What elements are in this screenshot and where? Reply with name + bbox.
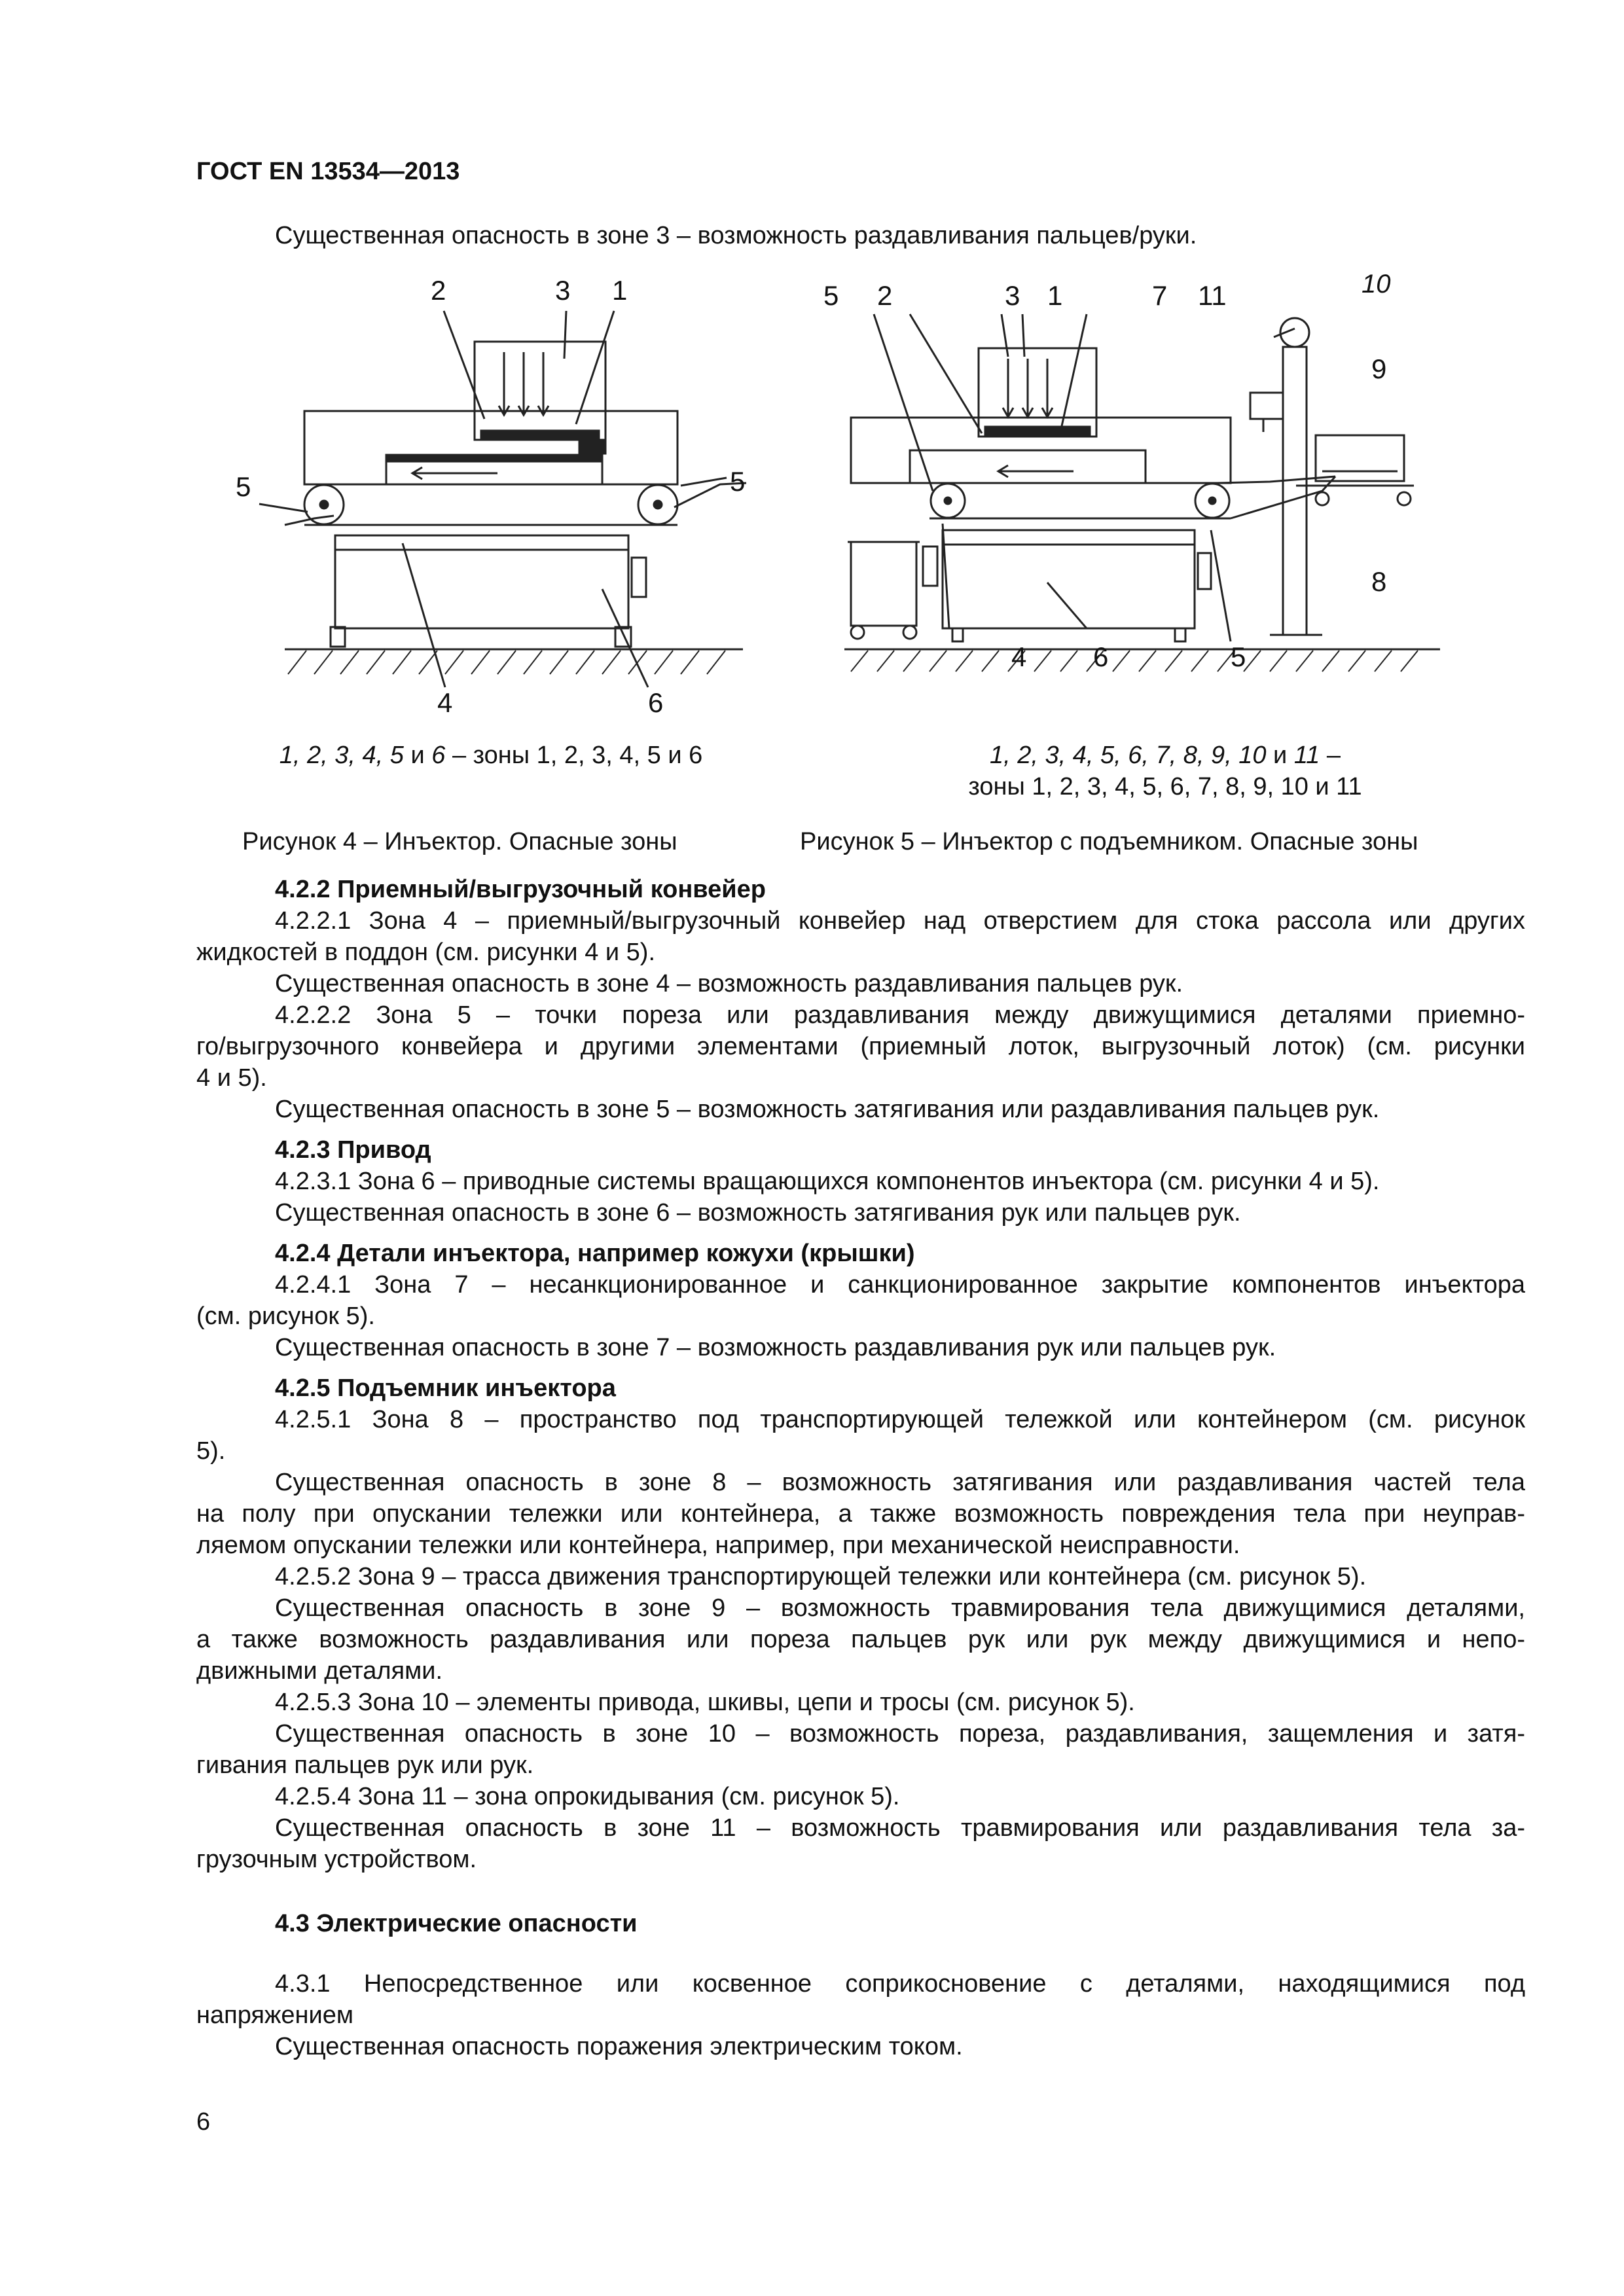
heading-4-2-4: 4.2.4 Детали инъектора, например кожухи (крышки) (275, 1240, 915, 1267)
fig4-callout-5-left: 5 (236, 471, 251, 502)
para-4-2-3-1-risk: Существенная опасность в зоне 6 – возможность затягивания рук или пальцев рук. (275, 1199, 1241, 1227)
heading-4-2-2: 4.2.2 Приемный/выгрузочный конвейер (275, 876, 766, 903)
fig5-legend-italic2: 11 (1293, 742, 1320, 769)
heading-4-2-3: 4.2.3 Привод (275, 1136, 431, 1164)
figure-4-title: Рисунок 4 – Инъектор. Опасные зоны (242, 828, 677, 855)
fig5-callout-9: 9 (1371, 353, 1387, 384)
para-4-3-1-line1: 4.3.1 Непосредственное или косвенное соприкосновение с деталями, находящимися под (275, 1970, 1525, 1998)
figure-4-drawing (223, 275, 759, 733)
heading-4-3: 4.3 Электрические опасности (275, 1910, 638, 1937)
para-4-2-5-3-risk-line1: Существенная опасность в зоне 10 – возможность пореза, раздавливания, защемления и затя- (275, 1720, 1525, 1748)
para-4-2-5-4-risk-line2: грузочным устройством. (196, 1846, 477, 1873)
para-4-2-3-1: 4.2.3.1 Зона 6 – приводные системы вращающихся компонентов инъектора (см. рисунки 4 и 5). (275, 1168, 1380, 1195)
para-4-2-2-1-line1: 4.2.2.1 Зона 4 – приемный/выгрузочный конвейер над отверстием для стока рассола или других (275, 907, 1525, 935)
fig5-legend-line2: зоны 1, 2, 3, 4, 5, 6, 7, 8, 9, 10 и 11 (968, 773, 1362, 800)
para-4-2-5-2: 4.2.5.2 Зона 9 – трасса движения транспортирующей тележки или контейнера (см. рисунок 5). (275, 1563, 1367, 1590)
para-4-2-5-4-risk-line1: Существенная опасность в зоне 11 – возможность травмирования или раздавливания тела за- (275, 1814, 1525, 1842)
fig5-callout-5-bottom: 5 (1231, 641, 1246, 672)
para-4-2-5-2-risk-line3: движными деталями. (196, 1657, 443, 1685)
fig4-callout-2: 2 (431, 275, 446, 306)
heading-4-2-5: 4.2.5 Подъемник инъектора (275, 1374, 616, 1402)
para-4-2-5-3-risk-line2: гивания пальцев рук или рук. (196, 1751, 534, 1779)
fig4-callout-1: 1 (612, 275, 628, 306)
document-header: ГОСТ EN 13534—2013 (196, 158, 460, 185)
para-4-2-2-2-risk: Существенная опасность в зоне 5 – возможность затягивания или раздавливания пальцев рук. (275, 1096, 1380, 1123)
para-4-2-5-1-risk-line3: ляемом опускании тележки или контейнера, например, при механической неисправности. (196, 1532, 1240, 1559)
fig4-legend-rest: – зоны 1, 2, 3, 4, 5 и 6 (445, 742, 703, 769)
intro-paragraph: Существенная опасность в зоне 3 – возможность раздавливания пальцев/руки. (275, 222, 1197, 249)
para-4-2-5-1-line1: 4.2.5.1 Зона 8 – пространство под транспортирующей тележкой или контейнером (см. рисунок (275, 1406, 1525, 1433)
para-4-2-5-1-risk-line2: на полу при опускании тележки или контейнера, а также возможность повреждения тела при неуправ- (196, 1500, 1525, 1528)
para-4-3-1-risk: Существенная опасность поражения электрическим током. (275, 2033, 963, 2060)
para-4-2-4-1-line1: 4.2.4.1 Зона 7 – несанкционированное и санкционированное закрытие компонентов инъектора (275, 1271, 1525, 1299)
fig5-legend-and: и (1266, 742, 1294, 769)
para-4-2-2-1-line2: жидкостей в поддон (см. рисунки 4 и 5). (196, 939, 656, 966)
fig5-callout-11: 11 (1198, 280, 1227, 311)
body-text (196, 874, 1525, 2062)
fig5-callout-5-top: 5 (823, 280, 839, 311)
page-number: 6 (196, 2108, 211, 2136)
fig5-callout-10: 10 (1362, 270, 1391, 298)
para-4-2-5-2-risk-line2: а также возможность раздавливания или пореза пальцев рук или рук между движущимися и непо- (196, 1626, 1525, 1653)
fig5-callout-3: 3 (1005, 280, 1020, 311)
para-4-2-5-3: 4.2.5.3 Зона 10 – элементы привода, шкивы, цепи и тросы (см. рисунок 5). (275, 1689, 1135, 1716)
fig5-callout-2: 2 (877, 280, 893, 311)
para-4-2-5-1-line2: 5). (196, 1437, 226, 1465)
fig5-callout-6: 6 (1093, 641, 1109, 672)
para-4-3-1-line2: напряжением (196, 2001, 354, 2029)
para-4-2-4-1-risk: Существенная опасность в зоне 7 – возможность раздавливания рук или пальцев рук. (275, 1334, 1276, 1361)
fig5-callout-1: 1 (1047, 280, 1063, 311)
fig4-callout-6: 6 (648, 687, 664, 718)
para-4-2-2-1-risk: Существенная опасность в зоне 4 – возможность раздавливания пальцев рук. (275, 970, 1183, 997)
para-4-2-2-2-line2: го/выгрузочного конвейера и другими элементами (приемный лоток, выгрузочный лоток) (см. рисунки (196, 1033, 1525, 1060)
figure-5-legend (877, 740, 1453, 802)
fig4-legend-and: и (403, 742, 432, 769)
fig4-callout-4: 4 (437, 687, 453, 718)
figure-5-title: Рисунок 5 – Инъектор с подъемником. Опасные зоны (800, 828, 1418, 855)
para-4-2-5-4: 4.2.5.4 Зона 11 – зона опрокидывания (см. рисунок 5). (275, 1783, 900, 1810)
para-4-2-4-1-line2: (см. рисунок 5). (196, 1302, 375, 1330)
para-4-2-5-1-risk-line1: Существенная опасность в зоне 8 – возможность затягивания или раздавливания частей тела (275, 1469, 1525, 1496)
fig5-callout-8: 8 (1371, 566, 1387, 597)
fig4-legend-italic2: 6 (431, 742, 446, 769)
figure-4-legend (223, 740, 759, 771)
fig4-callout-3: 3 (555, 275, 571, 306)
para-4-2-2-2-line3: 4 и 5). (196, 1064, 267, 1092)
para-4-2-5-2-risk-line1: Существенная опасность в зоне 9 – возможность травмирования тела движущимися деталями, (275, 1594, 1525, 1622)
fig5-callout-7: 7 (1152, 280, 1168, 311)
figure-5-drawing (812, 270, 1506, 694)
fig5-legend-italic: 1, 2, 3, 4, 5, 6, 7, 8, 9, 10 (989, 742, 1267, 769)
fig4-callout-5-right: 5 (730, 466, 746, 497)
fig5-legend-dash: – (1320, 742, 1341, 769)
para-4-2-2-2-line1: 4.2.2.2 Зона 5 – точки пореза или раздавливания между движущимися деталями приемно- (275, 1001, 1525, 1029)
fig4-legend-italic: 1, 2, 3, 4, 5 (279, 742, 404, 769)
fig5-callout-4: 4 (1011, 641, 1027, 672)
